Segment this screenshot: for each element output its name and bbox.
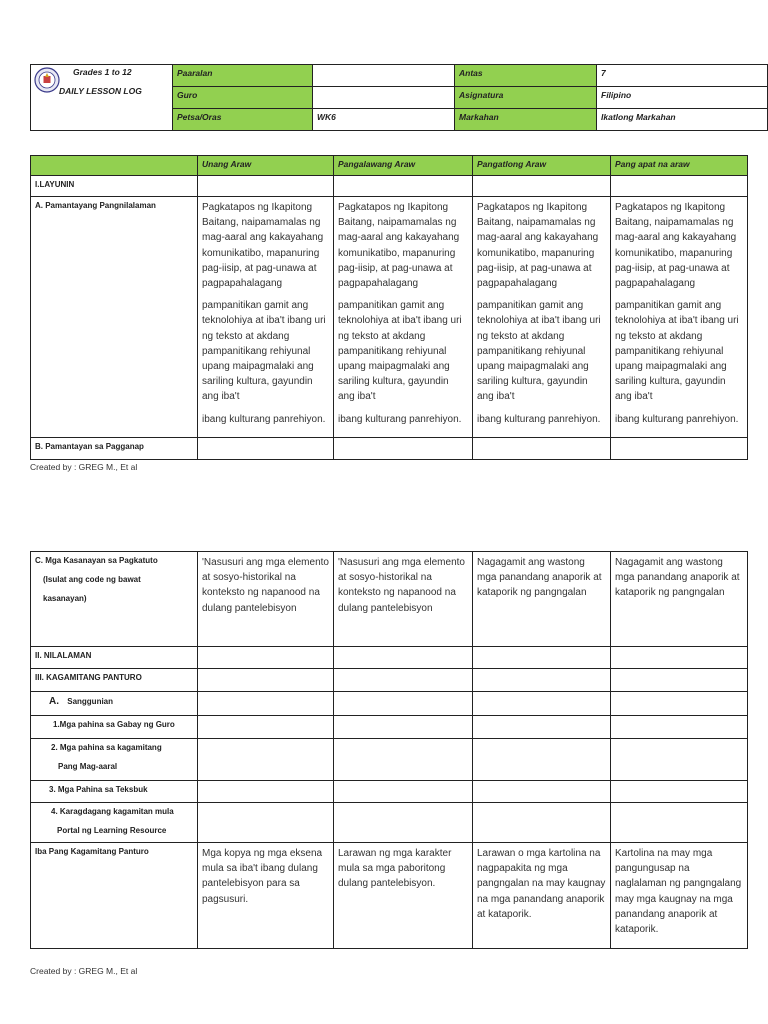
empty-cell[interactable] xyxy=(611,739,748,781)
pamantayang-text: Pagkatapos ng Ikapitong Baitang, naipamamalas ng mag-aaral ang kakayahang komunikatibo, mapanuring pag-iisip, at pag-unawa at pagpapahalagang xyxy=(615,202,737,290)
sanggunian-text: Sanggunian xyxy=(67,697,114,706)
guro-value[interactable] xyxy=(313,87,455,109)
pamantayang-text: Pagkatapos ng Ikapitong Baitang, naipamamalas ng mag-aaral ang kakayahang komunikatibo, mapanuring pag-iisip, at pag-unawa at pagpapahalagang xyxy=(338,202,460,290)
kasanayan-note: kasanayan) xyxy=(43,594,87,603)
pamantayang-cell[interactable] xyxy=(473,197,611,438)
iba-pang-cell[interactable]: Mga kopya ng mga eksena mula sa iba't ibang dulang pantelebisyon para sa pagsusuri. xyxy=(198,843,334,949)
iba-pang-cell[interactable]: Larawan o mga kartolina na nagpapakita ng mga pangngalan na may kaugnay na mga panandang anaporik at kataporik. xyxy=(473,843,611,949)
day-header: Pang apat na araw xyxy=(611,156,748,176)
empty-cell[interactable] xyxy=(334,669,473,692)
empty-cell[interactable] xyxy=(473,647,611,669)
pamantayang-text: pampanitikan gamit ang teknolohiya at iba't ibang uri ng teksto at akdang pampanitikang rehiyunal upang maipagmalaki ang sariling kultura, gayundin ang iba't xyxy=(615,300,739,403)
kasanayan-title: C. Mga Kasanayan sa Pagkatuto xyxy=(35,556,158,565)
antas-value[interactable]: 7 xyxy=(597,65,768,87)
kagamitang-ma-line: Pang Mag-aaral xyxy=(58,762,118,771)
empty-cell[interactable] xyxy=(611,647,748,669)
empty-cell[interactable] xyxy=(473,716,611,739)
empty-cell[interactable] xyxy=(611,692,748,716)
empty-cell[interactable] xyxy=(198,437,334,459)
kagamitang-ma-line: 2. Mga pahina sa kagamitang xyxy=(51,743,162,752)
sanggunian-letter: A. xyxy=(49,696,59,707)
day-header: Pangatlong Araw xyxy=(473,156,611,176)
pamantayang-text: ibang kulturang panrehiyon. xyxy=(338,413,462,425)
log-title: DAILY LESSON LOG xyxy=(59,86,142,96)
empty-cell[interactable] xyxy=(198,647,334,669)
footer-credit: Created by : GREG M., Et al xyxy=(30,462,138,472)
antas-label: Antas xyxy=(455,65,597,87)
iba-pang-cell[interactable]: Kartolina na may mga pangungusap na naglalaman ng pangngalang may mga kaugnay na mga panandang anaporik at kataporik. xyxy=(611,843,748,949)
kagamitang-label: III. KAGAMITANG PANTURO xyxy=(31,669,198,692)
empty-cell[interactable] xyxy=(473,781,611,803)
pamantayang-text: pampanitikan gamit ang teknolohiya at iba't ibang uri ng teksto at akdang pampanitikang rehiyunal upang maipagmalaki ang sariling kultura, gayundin ang iba't xyxy=(338,300,462,403)
pamantayang-text: Pagkatapos ng Ikapitong Baitang, naipamamalas ng mag-aaral ang kakayahang komunikatibo, mapanuring pag-iisip, at pag-unawa at pagpapahalagang xyxy=(202,202,324,290)
day-header: Unang Araw xyxy=(198,156,334,176)
empty-cell[interactable] xyxy=(198,692,334,716)
header-logo-cell xyxy=(31,65,173,131)
empty-cell[interactable] xyxy=(334,739,473,781)
empty-cell[interactable] xyxy=(198,176,334,197)
lesson-table-1 xyxy=(30,155,748,460)
empty-cell[interactable] xyxy=(198,669,334,692)
iba-pang-label: Iba Pang Kagamitang Panturo xyxy=(31,843,198,949)
pamantayang-text: pampanitikan gamit ang teknolohiya at iba't ibang uri ng teksto at akdang pampanitikang rehiyunal upang maipagmalaki ang sariling kultura, gayundin ang iba't xyxy=(202,300,326,403)
empty-cell[interactable] xyxy=(473,176,611,197)
sanggunian-label xyxy=(31,692,198,716)
pamantayang-text: ibang kulturang panrehiyon. xyxy=(202,413,326,425)
empty-cell[interactable] xyxy=(334,692,473,716)
empty-cell[interactable] xyxy=(198,803,334,843)
kasanayan-cell[interactable]: Nagagamit ang wastong mga panandang anaporik at kataporik ng pangngalan xyxy=(473,552,611,647)
gabay-label: 1.Mga pahina sa Gabay ng Guro xyxy=(31,716,198,739)
pagganap-label: B. Pamantayan sa Pagganap xyxy=(31,437,198,459)
layunin-label: I.LAYUNIN xyxy=(31,176,198,197)
karagdagang-label xyxy=(31,803,198,843)
footer-credit: Created by : GREG M., Et al xyxy=(30,966,138,976)
empty-cell[interactable] xyxy=(334,803,473,843)
kasanayan-cell[interactable]: 'Nasusuri ang mga elemento at sosyo-historikal na konteksto ng napanood na dulang pantelebisyon xyxy=(198,552,334,647)
header-table xyxy=(30,64,768,131)
empty-cell[interactable] xyxy=(473,437,611,459)
lesson-table-2 xyxy=(30,551,748,949)
empty-cell[interactable] xyxy=(611,781,748,803)
empty-cell[interactable] xyxy=(473,803,611,843)
empty-cell[interactable] xyxy=(198,716,334,739)
petsa-value[interactable]: WK6 xyxy=(313,109,455,131)
guro-label: Guro xyxy=(173,87,313,109)
pamantayang-text: Pagkatapos ng Ikapitong Baitang, naipamamalas ng mag-aaral ang kakayahang komunikatibo, mapanuring pag-iisip, at pag-unawa at pagpapahalagang xyxy=(477,202,599,290)
asignatura-value[interactable]: Filipino xyxy=(597,87,768,109)
pamantayang-cell[interactable] xyxy=(334,197,473,438)
empty-cell[interactable] xyxy=(334,437,473,459)
iba-pang-cell[interactable]: Larawan ng mga karakter mula sa mga paboritong dulang pantelebisyon. xyxy=(334,843,473,949)
pamantayang-text: ibang kulturang panrehiyon. xyxy=(477,413,601,425)
empty-cell[interactable] xyxy=(198,739,334,781)
kasanayan-cell[interactable]: 'Nasusuri ang mga elemento at sosyo-historikal na konteksto ng napanood na dulang pantelebisyon xyxy=(334,552,473,647)
kasanayan-cell[interactable]: Nagagamit ang wastong mga panandang anaporik at kataporik ng pangngalan xyxy=(611,552,748,647)
empty-cell[interactable] xyxy=(334,647,473,669)
empty-cell[interactable] xyxy=(611,176,748,197)
karagdagang-line: 4. Karagdagang kagamitan mula xyxy=(51,807,174,816)
day-header: Pangalawang Araw xyxy=(334,156,473,176)
pamantayang-cell[interactable] xyxy=(198,197,334,438)
empty-cell[interactable] xyxy=(611,669,748,692)
pamantayang-text: pampanitikan gamit ang teknolohiya at iba't ibang uri ng teksto at akdang pampanitikang rehiyunal upang maipagmalaki ang sariling kultura, gayundin ang iba't xyxy=(477,300,601,403)
asignatura-label: Asignatura xyxy=(455,87,597,109)
empty-cell[interactable] xyxy=(611,437,748,459)
empty-cell[interactable] xyxy=(334,176,473,197)
empty-cell[interactable] xyxy=(334,716,473,739)
pamantayang-label: A. Pamantayang Pangnilalaman xyxy=(31,197,198,438)
empty-cell[interactable] xyxy=(473,669,611,692)
empty-cell[interactable] xyxy=(473,739,611,781)
paaralan-value[interactable] xyxy=(313,65,455,87)
markahan-value[interactable]: Ikatlong Markahan xyxy=(597,109,768,131)
empty-cell[interactable] xyxy=(611,803,748,843)
grades-label: Grades 1 to 12 xyxy=(73,67,132,77)
paaralan-label: Paaralan xyxy=(173,65,313,87)
teksbuk-label: 3. Mga Pahina sa Teksbuk xyxy=(31,781,198,803)
markahan-label: Markahan xyxy=(455,109,597,131)
empty-cell[interactable] xyxy=(334,781,473,803)
empty-cell[interactable] xyxy=(473,692,611,716)
empty-cell[interactable] xyxy=(611,716,748,739)
karagdagang-line: Portal ng Learning Resource xyxy=(57,826,167,835)
blank-header-cell xyxy=(31,156,198,176)
kasanayan-note: (Isulat ang code ng bawat xyxy=(43,575,141,584)
empty-cell[interactable] xyxy=(198,781,334,803)
pamantayang-cell[interactable] xyxy=(611,197,748,438)
kagamitang-ma-label xyxy=(31,739,198,781)
petsa-label: Petsa/Oras xyxy=(173,109,313,131)
pamantayang-text: ibang kulturang panrehiyon. xyxy=(615,413,739,425)
kasanayan-label xyxy=(31,552,198,647)
nilalaman-label: II. NILALAMAN xyxy=(31,647,198,669)
